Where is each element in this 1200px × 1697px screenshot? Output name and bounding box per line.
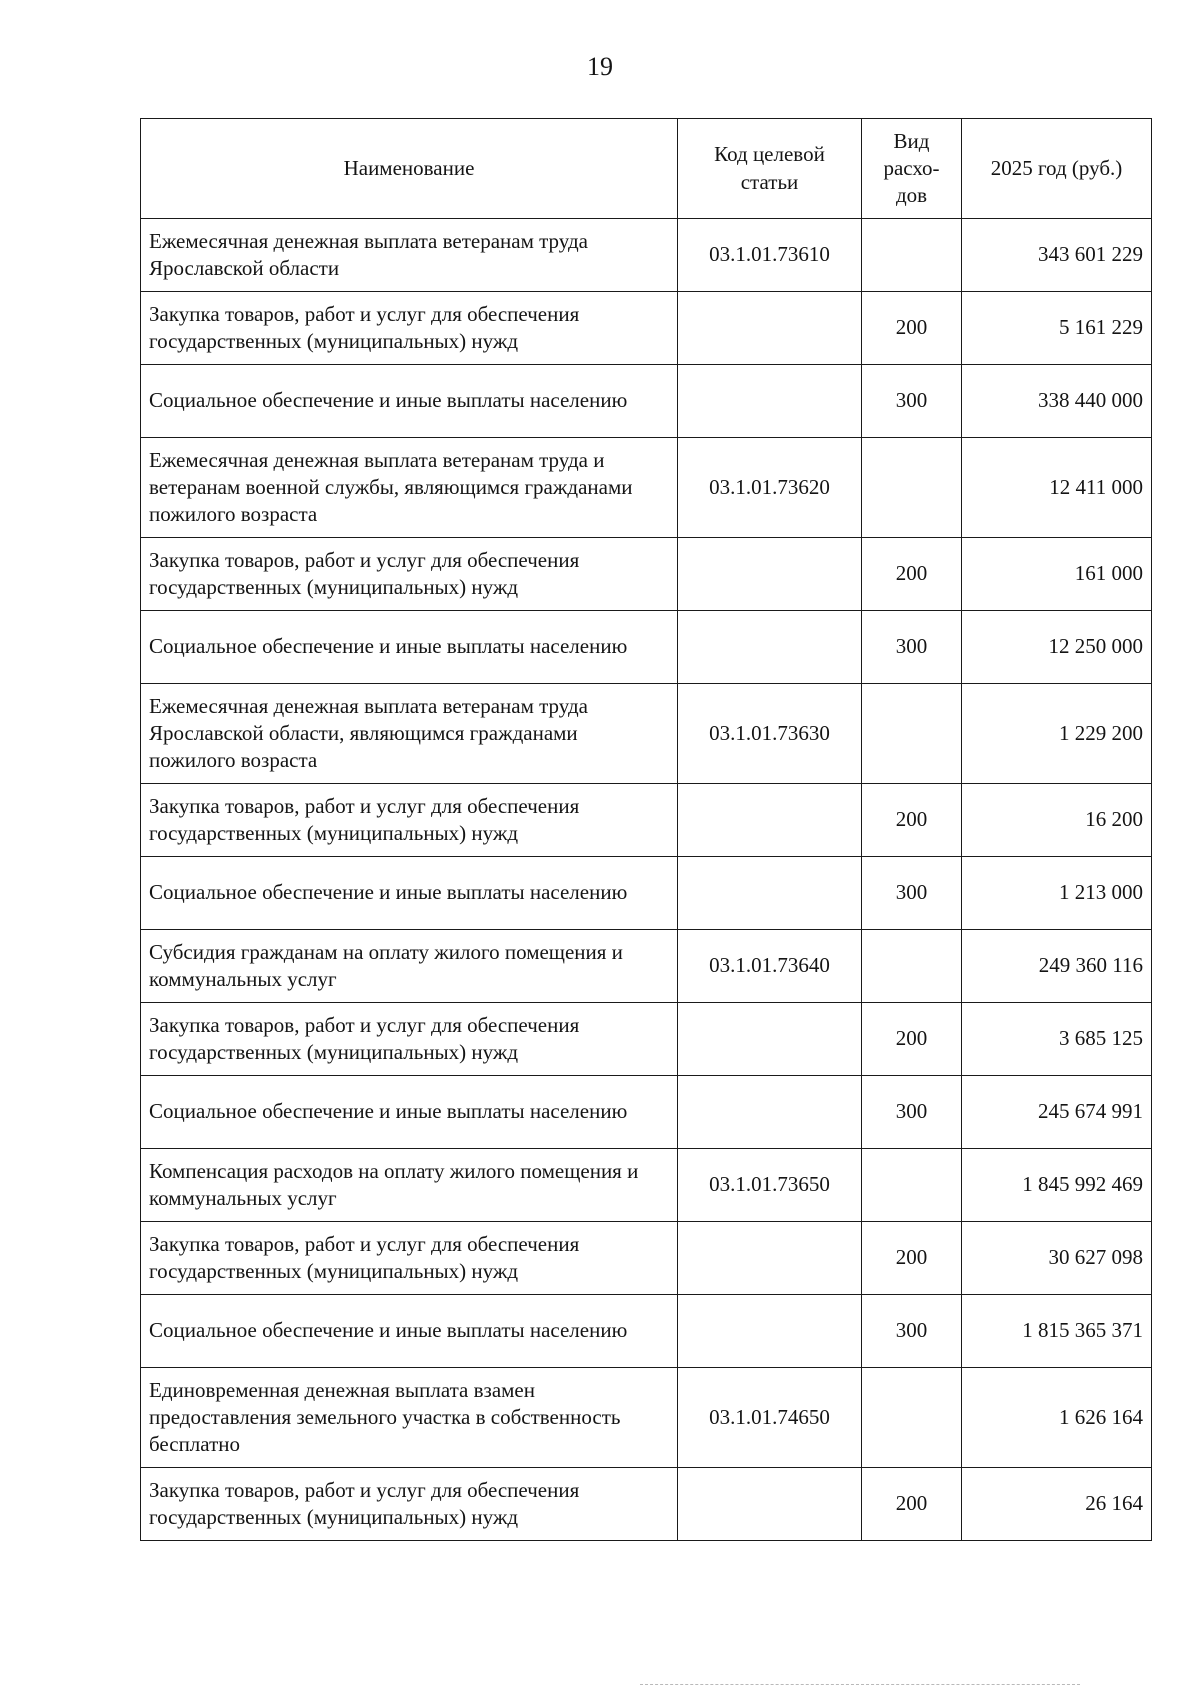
cell-target-code [678,784,862,857]
cell-name: Компенсация расходов на оплату жилого помещения и коммунальных услуг [141,1149,678,1222]
cell-expense-kind: 200 [862,784,962,857]
budget-table [140,118,1152,1541]
table-row [141,1003,1152,1076]
cell-amount: 1 845 992 469 [962,1149,1152,1222]
cell-amount: 343 601 229 [962,219,1152,292]
cell-expense-kind: 300 [862,1076,962,1149]
cell-target-code [678,365,862,438]
cell-amount: 1 213 000 [962,857,1152,930]
cell-expense-kind: 300 [862,365,962,438]
cell-name: Ежемесячная денежная выплата ветеранам труда и ветеранам военной службы, являющимся гражданами пожилого возраста [141,438,678,538]
cell-amount: 5 161 229 [962,292,1152,365]
cell-expense-kind: 200 [862,1222,962,1295]
cell-target-code [678,538,862,611]
table-row [141,611,1152,684]
cell-name: Социальное обеспечение и иные выплаты населению [141,1295,678,1368]
cell-target-code [678,611,862,684]
cell-target-code: 03.1.01.74650 [678,1368,862,1468]
cell-target-code [678,1468,862,1541]
cell-amount: 3 685 125 [962,1003,1152,1076]
cell-amount: 16 200 [962,784,1152,857]
header-amount-2025: 2025 год (руб.) [962,119,1152,219]
table-row [141,1149,1152,1222]
cell-name: Социальное обеспечение и иные выплаты населению [141,365,678,438]
cell-expense-kind: 300 [862,857,962,930]
cell-target-code [678,1295,862,1368]
cell-amount: 161 000 [962,538,1152,611]
table-row [141,1368,1152,1468]
header-target-code: Код целевой статьи [678,119,862,219]
cell-target-code: 03.1.01.73630 [678,684,862,784]
cell-amount: 1 626 164 [962,1368,1152,1468]
page-number: 19 [587,52,613,81]
cell-amount: 26 164 [962,1468,1152,1541]
cell-amount: 1 815 365 371 [962,1295,1152,1368]
table-header-row [141,119,1152,219]
cell-amount: 12 250 000 [962,611,1152,684]
table-row [141,438,1152,538]
table-row [141,365,1152,438]
cell-expense-kind [862,219,962,292]
header-expense-kind: Вид расхо-дов [862,119,962,219]
cell-expense-kind [862,1149,962,1222]
cell-name: Субсидия гражданам на оплату жилого помещения и коммунальных услуг [141,930,678,1003]
cell-target-code [678,292,862,365]
cell-target-code: 03.1.01.73610 [678,219,862,292]
cell-amount: 249 360 116 [962,930,1152,1003]
table-row [141,1076,1152,1149]
table-row [141,219,1152,292]
cell-amount: 1 229 200 [962,684,1152,784]
cell-name: Закупка товаров, работ и услуг для обеспечения государственных (муниципальных) нужд [141,1222,678,1295]
cell-target-code: 03.1.01.73650 [678,1149,862,1222]
cell-expense-kind: 200 [862,292,962,365]
table-row [141,1468,1152,1541]
cell-expense-kind [862,930,962,1003]
cell-expense-kind: 200 [862,1003,962,1076]
cell-target-code: 03.1.01.73620 [678,438,862,538]
table-row [141,1222,1152,1295]
cell-name: Закупка товаров, работ и услуг для обеспечения государственных (муниципальных) нужд [141,784,678,857]
cell-name: Закупка товаров, работ и услуг для обеспечения государственных (муниципальных) нужд [141,538,678,611]
cell-name: Единовременная денежная выплата взамен предоставления земельного участка в собственность бесплатно [141,1368,678,1468]
scan-artifact [640,1684,1080,1687]
table-row [141,292,1152,365]
cell-name: Ежемесячная денежная выплата ветеранам труда Ярославской области [141,219,678,292]
cell-expense-kind: 300 [862,1295,962,1368]
cell-name: Социальное обеспечение и иные выплаты населению [141,1076,678,1149]
cell-amount: 30 627 098 [962,1222,1152,1295]
table-row [141,784,1152,857]
cell-expense-kind: 200 [862,538,962,611]
cell-expense-kind: 200 [862,1468,962,1541]
cell-expense-kind [862,1368,962,1468]
cell-name: Закупка товаров, работ и услуг для обеспечения государственных (муниципальных) нужд [141,1003,678,1076]
cell-expense-kind: 300 [862,611,962,684]
table-row [141,857,1152,930]
cell-name: Закупка товаров, работ и услуг для обеспечения государственных (муниципальных) нужд [141,1468,678,1541]
cell-amount: 338 440 000 [962,365,1152,438]
cell-name: Ежемесячная денежная выплата ветеранам труда Ярославской области, являющимся гражданами пожилого возраста [141,684,678,784]
cell-target-code [678,1076,862,1149]
cell-expense-kind [862,438,962,538]
cell-amount: 245 674 991 [962,1076,1152,1149]
cell-target-code: 03.1.01.73640 [678,930,862,1003]
header-name: Наименование [141,119,678,219]
cell-expense-kind [862,684,962,784]
cell-target-code [678,857,862,930]
table-row [141,684,1152,784]
table-row [141,1295,1152,1368]
cell-amount: 12 411 000 [962,438,1152,538]
table-row [141,538,1152,611]
cell-name: Закупка товаров, работ и услуг для обеспечения государственных (муниципальных) нужд [141,292,678,365]
cell-target-code [678,1222,862,1295]
table-body [141,219,1152,1541]
cell-name: Социальное обеспечение и иные выплаты населению [141,611,678,684]
cell-target-code [678,1003,862,1076]
cell-name: Социальное обеспечение и иные выплаты населению [141,857,678,930]
table-row [141,930,1152,1003]
